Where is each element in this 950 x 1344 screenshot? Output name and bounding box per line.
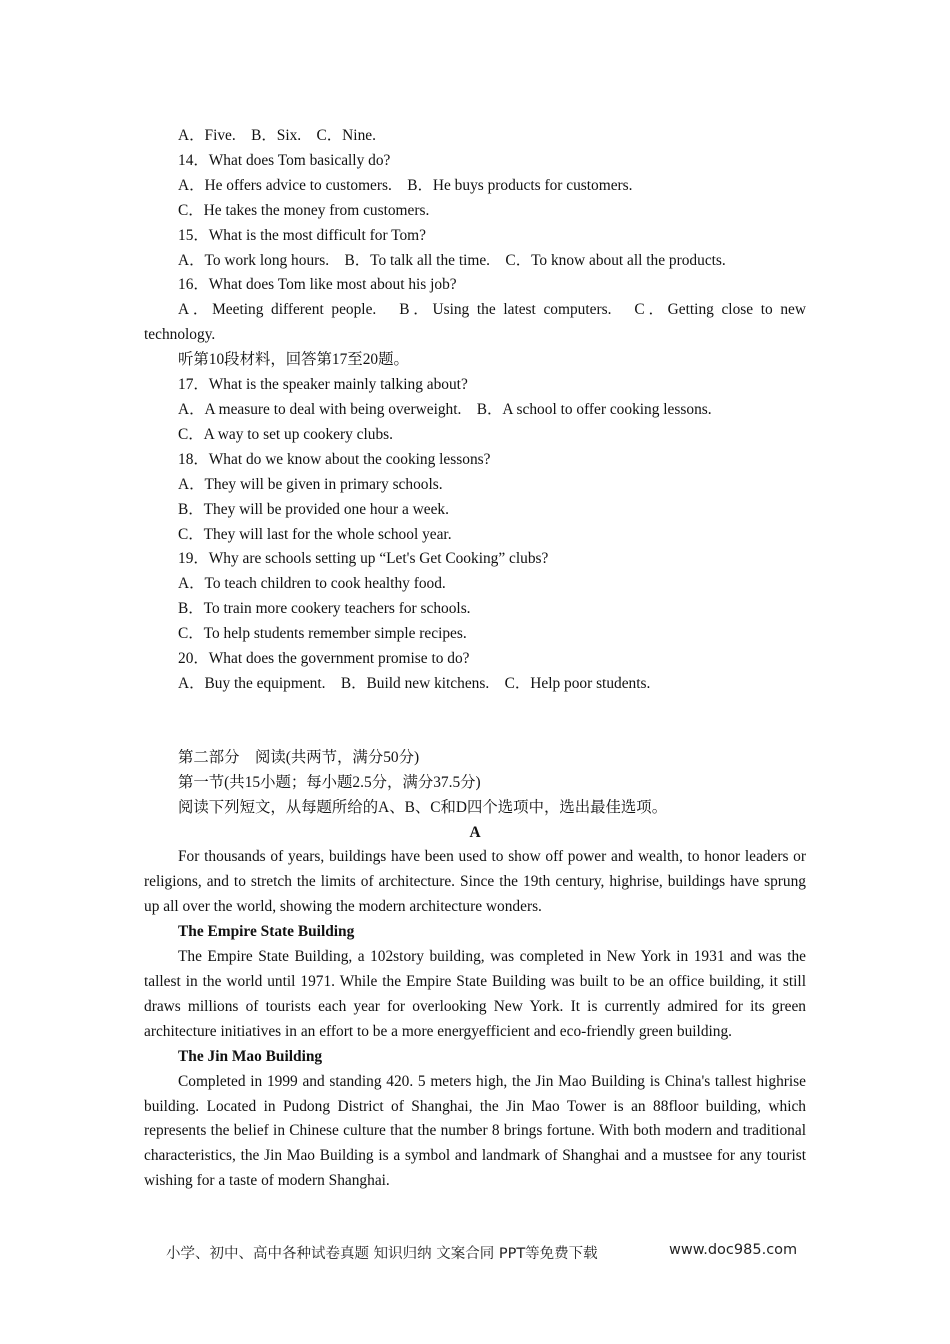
q13-options: A．Five. B．Six. C．Nine. xyxy=(178,127,376,144)
empire-state-title: The Empire State Building xyxy=(178,923,355,941)
q16-options: A．Meeting different people. B．Using the latest computers. C．Getting close to new technology. xyxy=(144,301,806,344)
q19-option-a: A．To teach children to cook healthy food. xyxy=(178,575,446,593)
q14-question: 14．What does Tom basically do? xyxy=(178,151,391,169)
q14-option-c: C．He takes the money from customers. xyxy=(178,201,430,219)
q19-option-c: C．To help students remember simple recipes. xyxy=(178,625,467,643)
reading-instruction: 阅读下列短文，从每题所给的A、B、C和D四个选项中，选出最佳选项。 xyxy=(178,798,668,816)
q19-question: 19．Why are schools setting up “Let's Get Cooking” clubs? xyxy=(178,550,549,568)
q18-option-b: B．They will be provided one hour a week. xyxy=(178,500,449,518)
jin-mao-title: The Jin Mao Building xyxy=(178,1047,323,1065)
q15-options: A．To work long hours. B．To talk all the time. C．To know about all the products. xyxy=(178,251,726,269)
jin-mao-text: Completed in 1999 and standing 420. 5 meters high, the Jin Mao Building is China's tallest highrise building. Located in Pudong District of Shanghai, the Jin Mao Tower is an 88floor building, which represents the belief in Chinese culture that the number 8 brings fortune. With both modern and traditional characteristics, the Jin Mao Building is a symbol and landmark of Shanghai and a mustsee for any tourist wishing for a taste of modern Shanghai. xyxy=(144,1072,806,1190)
passage-intro: For thousands of years, buildings have been used to show off power and wealth, to honor leaders or religions, and to stretch the limits of architecture. Since the 19th century, highrise, buildings have sprung up all over the world, showing the modern architecture wonders. xyxy=(144,848,806,916)
document-page xyxy=(144,124,806,1194)
q18-option-a: A．They will be given in primary schools. xyxy=(178,475,443,493)
q15-question: 15．What is the most difficult for Tom? xyxy=(178,226,426,244)
footer-promo-text: 小学、初中、高中各种试卷真题 知识归纳 文案合同 PPT等免费下载 xyxy=(166,1246,598,1262)
empire-state-text: The Empire State Building, a 102story building, was completed in New York in 1931 and was the tallest in the world until 1971. While the Empire State Building was built to be an office building, it still draws millions of tourists each year for overlooking New York. It is currently admired for its green architecture initiatives in an effort to be a more energyefficient and eco-friendly green building. xyxy=(144,948,806,1040)
q20-question: 20．What does the government promise to do? xyxy=(178,650,470,668)
part2-subheading: 第一节(共15小题；每小题2.5分，满分37.5分) xyxy=(178,773,481,791)
q17-option-c: C．A way to set up cookery clubs. xyxy=(178,425,394,443)
footer-website-link[interactable]: www.doc985.com xyxy=(669,1242,798,1258)
q16-question: 16．What does Tom like most about his job? xyxy=(178,276,457,294)
q18-question: 18．What do we know about the cooking lessons? xyxy=(178,450,491,468)
q17-options-ab: A．A measure to deal with being overweight. B．A school to offer cooking lessons. xyxy=(178,400,712,418)
q20-options: A．Buy the equipment. B．Build new kitchens. C．Help poor students. xyxy=(178,674,651,692)
q19-option-b: B．To train more cookery teachers for schools. xyxy=(178,600,471,618)
q14-options-ab: A．He offers advice to customers. B．He buys products for customers. xyxy=(178,176,633,194)
section-gap xyxy=(144,697,806,746)
q17-question: 17．What is the speaker mainly talking about? xyxy=(178,376,468,394)
listening-instruction: 听第10段材料，回答第17至20题。 xyxy=(178,351,409,369)
q18-option-c: C．They will last for the whole school year. xyxy=(178,525,452,543)
part2-heading: 第二部分 阅读(共两节，满分50分) xyxy=(178,748,420,766)
passage-label: A xyxy=(469,823,481,841)
